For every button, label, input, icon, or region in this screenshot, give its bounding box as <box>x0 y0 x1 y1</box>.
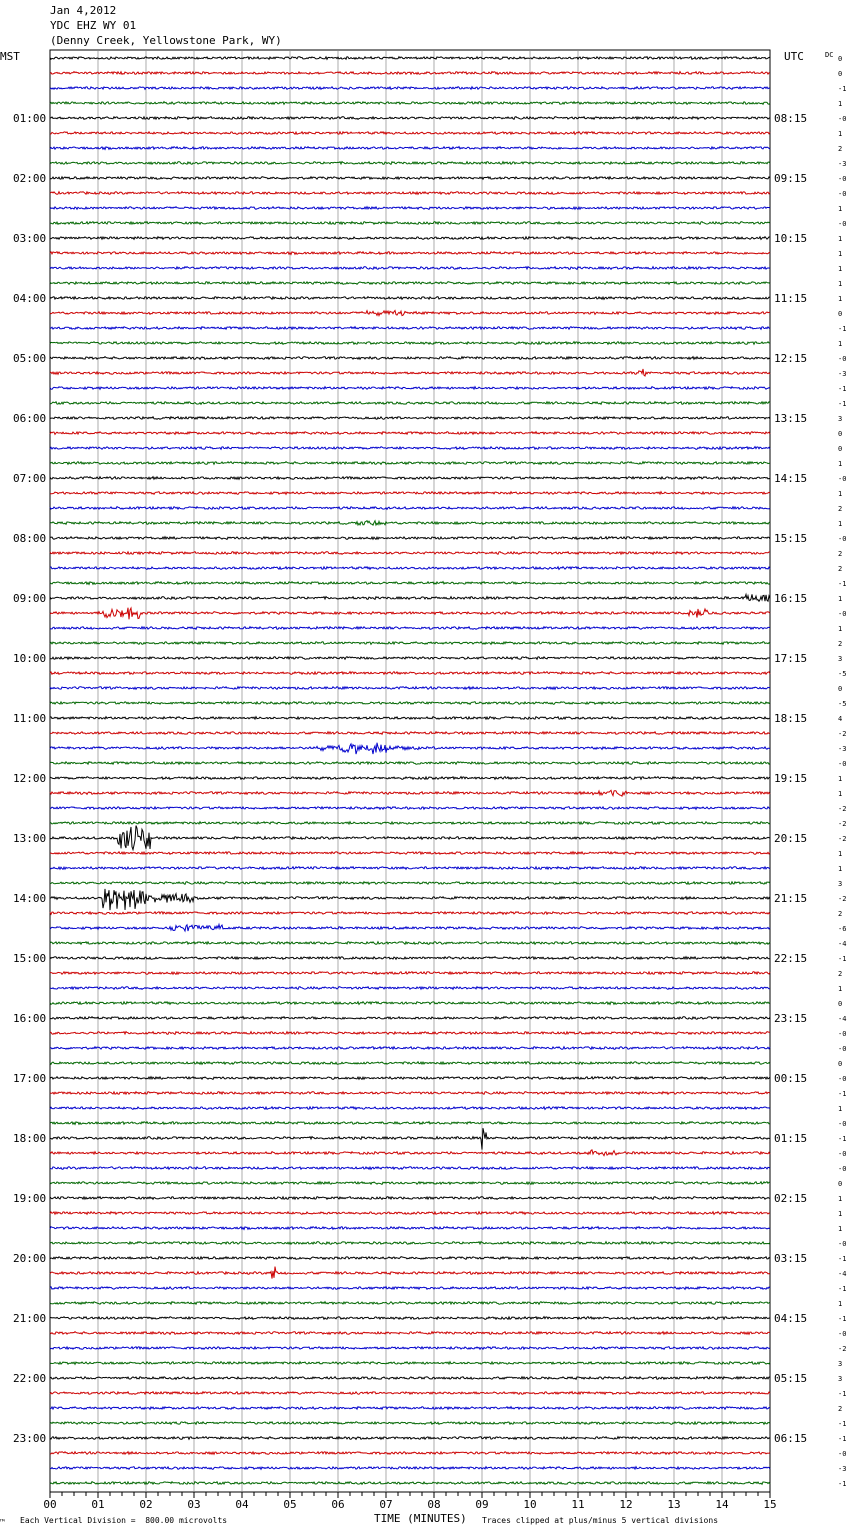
x-tick-label: 14 <box>715 1498 729 1511</box>
seismic-trace <box>50 132 770 135</box>
dc-offset-value: 1 <box>838 280 843 288</box>
dc-offset-value: -3 <box>838 370 847 378</box>
dc-offset-value: 0 <box>838 1180 843 1188</box>
dc-offset-value: 1 <box>838 595 843 603</box>
seismic-trace <box>50 117 770 120</box>
utc-hour-label: 21:15 <box>774 892 808 905</box>
dc-offset-value: 1 <box>838 1300 843 1308</box>
dc-offset-value: 1 <box>838 490 843 498</box>
seismic-trace <box>50 762 770 765</box>
dc-offset-value: -1 <box>838 1480 847 1488</box>
x-tick-label: 07 <box>379 1498 393 1511</box>
dc-offset-value: -1 <box>838 325 847 333</box>
seismic-trace <box>50 492 770 495</box>
dc-offset-value: 1 <box>838 865 843 873</box>
mst-hour-label: 13:00 <box>13 832 47 845</box>
dc-offset-value: 3 <box>838 415 843 423</box>
seismic-trace <box>50 1287 770 1290</box>
seismic-trace <box>50 237 770 240</box>
dc-offset-value: -0 <box>838 175 847 183</box>
seismic-trace <box>50 477 770 480</box>
dc-offset-value: 2 <box>838 970 843 978</box>
dc-offset-value: -1 <box>838 1420 847 1428</box>
dc-offset-value: 0 <box>838 310 843 318</box>
dc-offset-value: 0 <box>838 445 843 453</box>
seismic-trace <box>50 177 770 180</box>
seismic-trace <box>50 432 770 435</box>
utc-axis-label: UTC <box>784 50 804 63</box>
seismic-trace <box>50 402 770 405</box>
utc-hour-label: 17:15 <box>774 652 808 665</box>
seismic-trace <box>50 1002 770 1005</box>
seismic-trace <box>50 297 770 300</box>
x-tick-label: 04 <box>235 1498 249 1511</box>
dc-offset-value: 1 <box>838 295 843 303</box>
seismic-trace <box>50 807 770 810</box>
dc-offset-value: 0 <box>838 430 843 438</box>
dc-offset-value: -4 <box>838 1015 847 1023</box>
seismic-trace <box>50 882 770 885</box>
dc-offset-label: DC <box>825 51 834 59</box>
corner-mark: ™ <box>0 1518 5 1527</box>
seismic-trace <box>50 1407 770 1410</box>
x-tick-label: 06 <box>331 1498 345 1511</box>
seismic-trace <box>50 1422 770 1425</box>
dc-offset-value: -1 <box>838 1390 847 1398</box>
seismic-trace <box>50 1392 770 1395</box>
plot-frame <box>50 50 770 1492</box>
mst-hour-label: 11:00 <box>13 712 47 725</box>
mst-hour-label: 14:00 <box>13 892 47 905</box>
seismic-trace <box>50 1167 770 1170</box>
mst-hour-label: 18:00 <box>13 1132 47 1145</box>
utc-hour-label: 16:15 <box>774 592 808 605</box>
x-tick-label: 08 <box>427 1498 441 1511</box>
dc-offset-value: 2 <box>838 640 843 648</box>
seismic-trace <box>50 147 770 150</box>
seismic-trace <box>50 1128 770 1149</box>
dc-offset-value: -0 <box>838 355 847 363</box>
seismic-trace <box>50 1107 770 1110</box>
seismic-trace <box>50 743 770 754</box>
seismic-trace <box>50 311 770 316</box>
dc-offset-value: 1 <box>838 1225 843 1233</box>
seismic-trace <box>50 1150 770 1156</box>
header-station: YDC EHZ WY 01 <box>50 19 137 32</box>
mst-axis-label: MST <box>0 50 20 63</box>
utc-hour-label: 19:15 <box>774 772 808 785</box>
seismic-trace <box>50 1122 770 1125</box>
seismic-trace <box>50 582 770 585</box>
mst-hour-label: 16:00 <box>13 1012 47 1025</box>
seismic-trace <box>50 507 770 510</box>
seismic-trace <box>50 192 770 195</box>
seismic-trace <box>50 1017 770 1020</box>
seismic-trace <box>50 1182 770 1185</box>
seismic-trace <box>50 1482 770 1485</box>
dc-offset-value: -0 <box>838 1075 847 1083</box>
seismic-trace <box>50 889 770 910</box>
seismic-trace <box>50 417 770 420</box>
seismic-trace <box>50 1437 770 1440</box>
mst-hour-label: 22:00 <box>13 1372 47 1385</box>
dc-offset-value: 3 <box>838 1360 843 1368</box>
utc-hour-label: 06:15 <box>774 1432 808 1445</box>
dc-offset-value: -0 <box>838 115 847 123</box>
seismic-trace <box>50 942 770 945</box>
seismic-trace <box>50 1267 770 1279</box>
utc-hour-label: 22:15 <box>774 952 808 965</box>
seismic-trace <box>50 369 770 376</box>
dc-offset-value: 0 <box>838 70 843 78</box>
dc-offset-value: -1 <box>838 1090 847 1098</box>
dc-offset-value: 2 <box>838 145 843 153</box>
dc-offset-value: -4 <box>838 1270 847 1278</box>
dc-offset-value: -1 <box>838 385 847 393</box>
dc-offset-value: 3 <box>838 880 843 888</box>
dc-offset-value: 1 <box>838 250 843 258</box>
seismic-trace <box>50 826 770 850</box>
dc-offset-value: 2 <box>838 1405 843 1413</box>
seismic-trace <box>50 1467 770 1470</box>
seismic-trace <box>50 1242 770 1245</box>
dc-offset-value: -0 <box>838 1330 847 1338</box>
dc-offset-value: 1 <box>838 130 843 138</box>
mst-hour-label: 06:00 <box>13 412 47 425</box>
dc-offset-value: 1 <box>838 850 843 858</box>
seismic-trace <box>50 1302 770 1305</box>
seismic-trace <box>50 57 770 60</box>
seismic-trace <box>50 387 770 390</box>
x-tick-label: 00 <box>43 1498 57 1511</box>
dc-offset-value: -2 <box>838 730 847 738</box>
seismic-trace <box>50 1092 770 1095</box>
dc-offset-value: -1 <box>838 85 847 93</box>
dc-offset-value: 1 <box>838 625 843 633</box>
dc-offset-value: -0 <box>838 1165 847 1173</box>
x-tick-label: 12 <box>619 1498 633 1511</box>
seismic-trace <box>50 252 770 255</box>
seismic-trace <box>50 1197 770 1200</box>
x-tick-label: 03 <box>187 1498 201 1511</box>
dc-offset-value: -0 <box>838 610 847 618</box>
mst-hour-label: 12:00 <box>13 772 47 785</box>
utc-hour-label: 11:15 <box>774 292 808 305</box>
seismic-trace <box>50 627 770 630</box>
dc-offset-value: -0 <box>838 760 847 768</box>
dc-offset-value: -1 <box>838 1135 847 1143</box>
dc-offset-value: 1 <box>838 775 843 783</box>
dc-offset-value: 1 <box>838 340 843 348</box>
mst-hour-label: 21:00 <box>13 1312 47 1325</box>
dc-offset-value: 1 <box>838 985 843 993</box>
seismic-trace <box>50 642 770 645</box>
dc-offset-value: 0 <box>838 55 843 63</box>
mst-hour-label: 04:00 <box>13 292 47 305</box>
utc-hour-label: 03:15 <box>774 1252 808 1265</box>
seismic-trace <box>50 567 770 570</box>
x-tick-label: 05 <box>283 1498 297 1511</box>
seismic-trace <box>50 1332 770 1335</box>
seismic-trace <box>50 1347 770 1350</box>
dc-offset-value: 2 <box>838 505 843 513</box>
dc-offset-value: 0 <box>838 685 843 693</box>
mst-hour-label: 05:00 <box>13 352 47 365</box>
mst-hour-label: 19:00 <box>13 1192 47 1205</box>
seismic-trace <box>50 462 770 465</box>
seismic-trace <box>50 957 770 960</box>
utc-hour-label: 04:15 <box>774 1312 808 1325</box>
seismic-trace <box>50 207 770 210</box>
dc-offset-value: -3 <box>838 160 847 168</box>
dc-offset-value: -0 <box>838 220 847 228</box>
mst-hour-label: 23:00 <box>13 1432 47 1445</box>
seismic-trace <box>50 777 770 780</box>
seismic-trace <box>50 1452 770 1455</box>
header-date: Jan 4,2012 <box>50 4 117 17</box>
dc-offset-value: -2 <box>838 835 847 843</box>
seismic-trace <box>50 267 770 270</box>
dc-offset-value: 4 <box>838 715 843 723</box>
utc-hour-label: 10:15 <box>774 232 808 245</box>
mst-hour-label: 10:00 <box>13 652 47 665</box>
seismic-trace <box>50 608 770 620</box>
seismic-trace <box>50 972 770 975</box>
seismic-trace <box>50 732 770 735</box>
seismic-trace <box>50 925 770 932</box>
utc-hour-label: 02:15 <box>774 1192 808 1205</box>
mst-hour-label: 08:00 <box>13 532 47 545</box>
utc-hour-label: 09:15 <box>774 172 808 185</box>
dc-offset-value: -1 <box>838 1435 847 1443</box>
dc-offset-value: -0 <box>838 1240 847 1248</box>
dc-offset-value: 0 <box>838 1000 843 1008</box>
utc-hour-label: 12:15 <box>774 352 808 365</box>
seismic-trace <box>50 1077 770 1080</box>
utc-hour-label: 13:15 <box>774 412 808 425</box>
x-tick-label: 15 <box>763 1498 777 1511</box>
seismic-trace <box>50 1377 770 1380</box>
dc-offset-value: -5 <box>838 700 847 708</box>
dc-offset-value: -0 <box>838 475 847 483</box>
mst-hour-label: 09:00 <box>13 592 47 605</box>
mst-hour-label: 15:00 <box>13 952 47 965</box>
dc-offset-value: -6 <box>838 925 847 933</box>
dc-offset-value: -3 <box>838 1465 847 1473</box>
dc-offset-value: 3 <box>838 655 843 663</box>
dc-offset-value: 0 <box>838 1060 843 1068</box>
dc-offset-value: -2 <box>838 805 847 813</box>
seismic-trace <box>50 1317 770 1320</box>
utc-hour-label: 15:15 <box>774 532 808 545</box>
seismic-trace <box>50 717 770 720</box>
seismic-trace <box>50 162 770 165</box>
mst-hour-label: 01:00 <box>13 112 47 125</box>
dc-offset-value: -1 <box>838 400 847 408</box>
seismic-trace <box>50 790 770 796</box>
dc-offset-value: 1 <box>838 100 843 108</box>
dc-offset-value: -0 <box>838 190 847 198</box>
mst-hour-label: 03:00 <box>13 232 47 245</box>
seismic-trace <box>50 1032 770 1035</box>
dc-offset-value: 2 <box>838 550 843 558</box>
dc-offset-value: 1 <box>838 235 843 243</box>
x-tick-label: 09 <box>475 1498 489 1511</box>
seismic-trace <box>50 987 770 990</box>
dc-offset-value: 1 <box>838 790 843 798</box>
x-tick-label: 10 <box>523 1498 537 1511</box>
dc-offset-value: 1 <box>838 520 843 528</box>
seismic-trace <box>50 1047 770 1050</box>
dc-offset-value: -1 <box>838 1255 847 1263</box>
dc-offset-value: 3 <box>838 1375 843 1383</box>
seismic-trace <box>50 672 770 675</box>
seismic-trace <box>50 102 770 105</box>
mst-hour-label: 07:00 <box>13 472 47 485</box>
seismic-trace <box>50 1062 770 1065</box>
utc-hour-label: 01:15 <box>774 1132 808 1145</box>
dc-offset-value: 2 <box>838 565 843 573</box>
dc-offset-value: 1 <box>838 1195 843 1203</box>
dc-offset-value: 1 <box>838 265 843 273</box>
dc-offset-value: -1 <box>838 1285 847 1293</box>
seismic-trace <box>50 1227 770 1230</box>
seismic-trace <box>50 521 770 525</box>
dc-offset-value: -0 <box>838 1450 847 1458</box>
dc-offset-value: -0 <box>838 1150 847 1158</box>
x-axis-title: TIME (MINUTES) <box>374 1512 467 1525</box>
dc-offset-value: -0 <box>838 535 847 543</box>
seismic-trace <box>50 327 770 330</box>
dc-offset-value: 1 <box>838 460 843 468</box>
mst-hour-label: 02:00 <box>13 172 47 185</box>
x-tick-label: 02 <box>139 1498 153 1511</box>
seismic-trace <box>50 72 770 75</box>
seismic-trace <box>50 87 770 90</box>
utc-hour-label: 08:15 <box>774 112 808 125</box>
dc-offset-value: 1 <box>838 205 843 213</box>
seismic-trace <box>50 537 770 540</box>
scale-note: Each Vertical Division = 800.00 microvolts <box>20 1516 228 1525</box>
dc-offset-value: -1 <box>838 580 847 588</box>
seismic-trace <box>50 1212 770 1215</box>
mst-hour-label: 17:00 <box>13 1072 47 1085</box>
dc-offset-value: 1 <box>838 1210 843 1218</box>
seismic-trace <box>50 912 770 915</box>
dc-offset-value: -1 <box>838 1315 847 1323</box>
seismic-trace <box>50 867 770 870</box>
mst-hour-label: 20:00 <box>13 1252 47 1265</box>
dc-offset-value: -0 <box>838 1030 847 1038</box>
seismic-trace <box>50 1362 770 1365</box>
seismic-trace <box>50 552 770 555</box>
dc-offset-value: -2 <box>838 820 847 828</box>
utc-hour-label: 18:15 <box>774 712 808 725</box>
utc-hour-label: 05:15 <box>774 1372 808 1385</box>
seismic-trace <box>50 702 770 705</box>
dc-offset-value: -3 <box>838 745 847 753</box>
dc-offset-value: -0 <box>838 1045 847 1053</box>
utc-hour-label: 14:15 <box>774 472 808 485</box>
x-tick-label: 11 <box>571 1498 585 1511</box>
seismic-trace <box>50 342 770 345</box>
utc-hour-label: 23:15 <box>774 1012 808 1025</box>
dc-offset-value: 1 <box>838 1105 843 1113</box>
dc-offset-value: -0 <box>838 1120 847 1128</box>
x-tick-label: 01 <box>91 1498 105 1511</box>
seismic-trace <box>50 357 770 360</box>
clip-note: Traces clipped at plus/minus 5 vertical divisions <box>482 1516 719 1525</box>
seismic-trace <box>50 822 770 825</box>
seismic-trace <box>50 687 770 690</box>
utc-hour-label: 00:15 <box>774 1072 808 1085</box>
seismic-trace <box>50 657 770 660</box>
seismic-trace <box>50 447 770 450</box>
dc-offset-value: -2 <box>838 1345 847 1353</box>
seismic-trace <box>50 1257 770 1260</box>
dc-offset-value: -5 <box>838 670 847 678</box>
seismic-trace <box>50 852 770 855</box>
dc-offset-value: -4 <box>838 940 847 948</box>
seismic-trace <box>50 222 770 225</box>
utc-hour-label: 20:15 <box>774 832 808 845</box>
dc-offset-value: -1 <box>838 955 847 963</box>
x-tick-label: 13 <box>667 1498 681 1511</box>
seismic-trace <box>50 282 770 285</box>
seismic-trace <box>50 594 770 601</box>
header-location: (Denny Creek, Yellowstone Park, WY) <box>50 34 282 47</box>
dc-offset-value: 2 <box>838 910 843 918</box>
dc-offset-value: -2 <box>838 895 847 903</box>
